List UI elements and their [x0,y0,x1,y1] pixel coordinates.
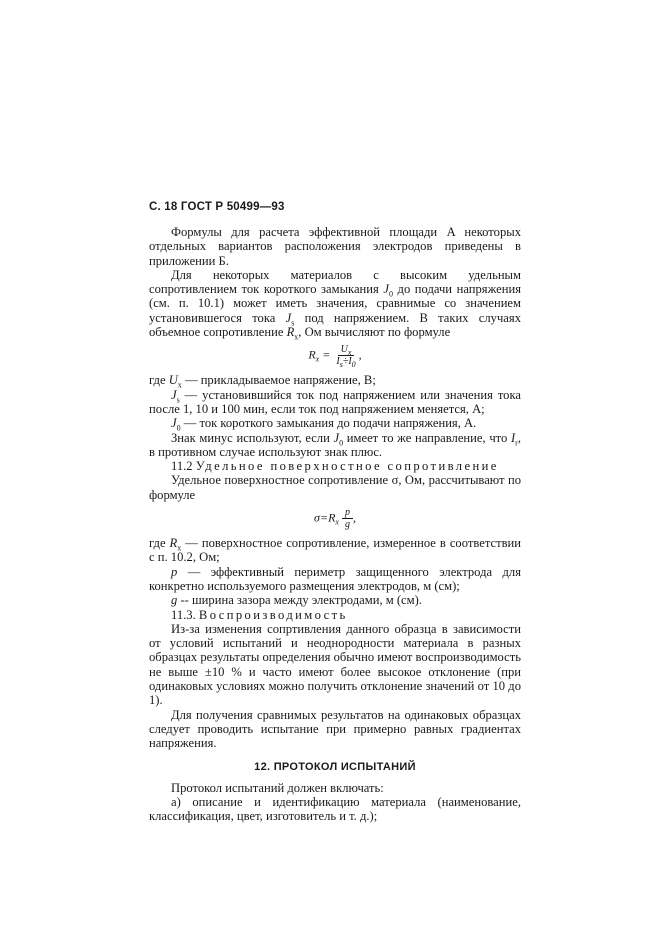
symbol-j0-sub: 0 [176,423,181,433]
text-fragment: до подачи напряжения (см. п. 10.1) может иметь значения, сравнимые со значением установившегося тока [149,282,521,325]
symbol-js: J [171,387,177,402]
fraction-denominator: g [344,519,350,531]
symbol-j0-sub: 0 [339,438,344,448]
symbol-js-sub: s [291,318,295,328]
text-fragment: Для некоторых материалов с высоким удельным сопротивлением ток короткого замыкания [149,267,521,297]
page-header: С. 18 ГОСТ Р 50499—93 [149,201,285,213]
symbol-j0-sub: 0 [388,289,393,299]
symbol-j0: J [383,282,389,297]
symbol-g: g [171,593,178,608]
fraction-numerator: p [342,507,353,519]
section-title: Воспроизводимость [198,607,348,622]
fraction-numerator [338,344,355,356]
section-number: 11.3. [171,607,196,622]
formula-volume-resistance [149,344,521,370]
formula-fraction [333,344,358,370]
text-fragment: — ток короткого замыкания до подачи напряжения, А. [180,416,477,431]
symbol-p: p [171,564,178,579]
denominator-operator: ÷ [342,356,349,368]
formula-r: R [328,510,336,525]
section-11-2-heading [149,459,521,473]
symbol-ir-sub: r [515,438,518,448]
symbol-js-sub: s [176,395,180,405]
symbol-rx-sub: x [294,332,299,342]
denominator-sub: s [339,360,343,370]
text-fragment: , в противном случае используют знак плюс. [149,430,521,459]
text-fragment: — поверхностное сопротивление, измеренное в соответствии с п. 10.2, Ом; [149,536,521,565]
symbol-rx: R [169,536,178,551]
where-p [149,565,521,594]
symbol-ux-sub: x [177,380,182,390]
section-11-3-heading [149,608,521,622]
where-rx [149,536,521,565]
denominator-symbol: I [336,356,340,368]
numerator-symbol: U [340,344,348,356]
paragraph-surface-resistivity: Удельное поверхностное сопротивление σ, Ом, рассчитывают по формуле [149,473,521,502]
symbol-rx: R [286,325,295,340]
formula-eq: = [319,510,329,525]
text-fragment: , Ом вычисляют по формуле [298,325,451,340]
fraction-denominator [333,356,358,370]
symbol-rx-sub: x [177,543,182,553]
symbol-ir: I [510,430,516,445]
paragraph-formulas-appendix: Формулы для расчета эффективной площади A некоторых отдельных вариантов расположения электродов приведены в приложении Б. [149,225,521,268]
paragraph-protocol-intro: Протокол испытаний должен включать: [171,780,384,795]
text-fragment: -- ширина зазора между электродами, м (см). [177,593,422,608]
section-title: Удельное поверхностное сопротивление [195,459,499,474]
section-12-title: 12. ПРОТОКОЛ ИСПЫТАНИЙ [254,760,416,773]
formula-lhs-sub: x [315,355,320,365]
formula-tail: , [358,347,362,362]
denominator-symbol-2: I [348,356,352,368]
formula-lhs: σ [314,510,320,525]
formula-lhs: R [308,347,316,362]
where-ux [149,373,521,390]
formula-eq: = [322,347,331,362]
formula-tail: , [352,510,356,525]
paragraph-sign-note [149,431,521,460]
symbol-ux: U [168,373,178,388]
text-fragment: Знак минус используют, если [171,430,334,445]
formula-r-sub: x [335,517,339,527]
where-is [149,388,521,417]
text-fragment: — установившийся ток под напряжением или значения тока после 1, 10 и 100 мин, если ток под напряжением меняется, А; [149,387,521,416]
text-fragment: — эффективный периметр защищенного электрода для конкретно используемого размещения электродов, м (см); [149,564,521,593]
document-body [149,225,521,824]
section-number: 11.2 [171,459,193,474]
list-item-a: а) описание и идентификацию материала (наименование, классификация, цвет, изготовитель и т. д.); [149,795,521,824]
symbol-j0: J [171,416,177,431]
symbol-j0: J [333,430,340,445]
text-fragment: где [149,536,170,551]
numerator-sub: x [347,348,352,358]
formula-fraction [342,507,353,530]
text-fragment: под напряжением. В таких случаях объемное сопротивление [149,310,521,340]
symbol-js: J [285,310,292,325]
where-g [149,593,521,607]
text-fragment: имеет то же направление, что [343,430,511,445]
text-fragment: где [149,373,169,388]
text-fragment: — прикладываемое напряжение, В; [181,373,376,388]
paragraph-comparable-results: Для получения сравнимых результатов на одинаковых образцах следует проводить испытание при примерно равных градиентах напряжения. [149,707,521,751]
denominator-sub-2: 0 [351,360,356,370]
where-i0 [149,416,521,433]
formula-surface-resistivity [149,507,521,530]
paragraph-high-resistivity [149,267,521,342]
paragraph-reproducibility: Из-за изменения сопртивления данного образца в зависимости от условий испытаний и неоднородности материала в разных образцах результаты определения обычно имеют воспроизводимость не выше ±10 % и часто имеют более высокое отклонение (при одинаковых условиях можно получить отклонение значений от 10 до 1). [149,621,521,708]
